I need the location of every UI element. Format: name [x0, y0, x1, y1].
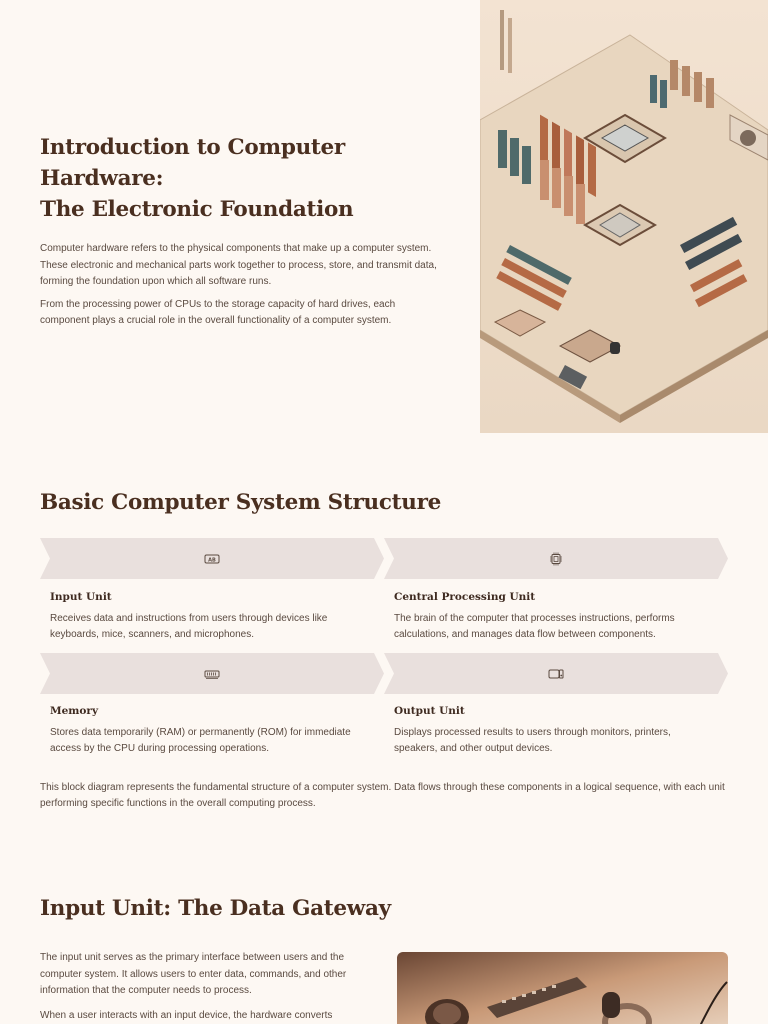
- cpu-title: Central Processing Unit: [394, 591, 536, 603]
- diagram-note: This block diagram represents the fundamental structure of a computer system. Data flows through these components in a logical sequence, with each unit performing specific functions in the overall computing process.: [40, 782, 725, 809]
- input-paragraph-2: When a user interacts with an input device, the hardware converts: [40, 1009, 333, 1021]
- page-title: [40, 132, 445, 225]
- keyboard-icon: [204, 552, 220, 566]
- output-unit-title: Output Unit: [394, 705, 465, 717]
- page-title-line1: Introduction to Computer Hardware:: [40, 135, 345, 191]
- hero-text-block: [40, 132, 445, 330]
- cpu-description: The brain of the computer that processes instructions, performs calculations, and manages data flow between components.: [394, 613, 675, 640]
- input-section-text: [40, 950, 380, 1024]
- memory-chevron: [40, 653, 384, 694]
- output-unit-chevron: [384, 653, 728, 694]
- input-unit-chevron: [40, 538, 384, 579]
- structure-section-title: Basic Computer System Structure: [40, 490, 441, 515]
- input-unit-description: Receives data and instructions from users through devices like keyboards, mice, scanners, and microphones.: [50, 613, 328, 640]
- monitor-speaker-icon: [548, 667, 564, 681]
- output-unit-description: Displays processed results to users through monitors, printers, speakers, and other output devices.: [394, 727, 671, 754]
- input-unit-title: Input Unit: [50, 591, 112, 603]
- hero-paragraph-1: Computer hardware refers to the physical components that make up a computer system. These electronic and mechanical parts work together to process, store, and transmit data, forming the foundation upon which all software runs.: [40, 243, 437, 287]
- page-title-line2: The Electronic Foundation: [40, 197, 354, 222]
- cpu-chip-icon: [548, 552, 564, 566]
- hero-paragraph-2: From the processing power of CPUs to the storage capacity of hard drives, each component plays a crucial role in the overall functionality of a computer system.: [40, 298, 396, 326]
- memory-description: Stores data temporarily (RAM) or permanently (ROM) for immediate access by the CPU during processing operations.: [50, 727, 351, 754]
- svg-text:AB: AB: [208, 557, 216, 563]
- input-section-title: Input Unit: The Data Gateway: [40, 896, 391, 921]
- motherboard-illustration: [480, 0, 768, 433]
- memory-icon: [204, 667, 220, 681]
- input-paragraph-1: The input unit serves as the primary interface between users and the computer system. It allows users to enter data, commands, and other information that the computer needs to process.: [40, 952, 347, 996]
- input-devices-illustration: [397, 952, 728, 1024]
- cpu-chevron: [384, 538, 728, 579]
- memory-title: Memory: [50, 705, 99, 717]
